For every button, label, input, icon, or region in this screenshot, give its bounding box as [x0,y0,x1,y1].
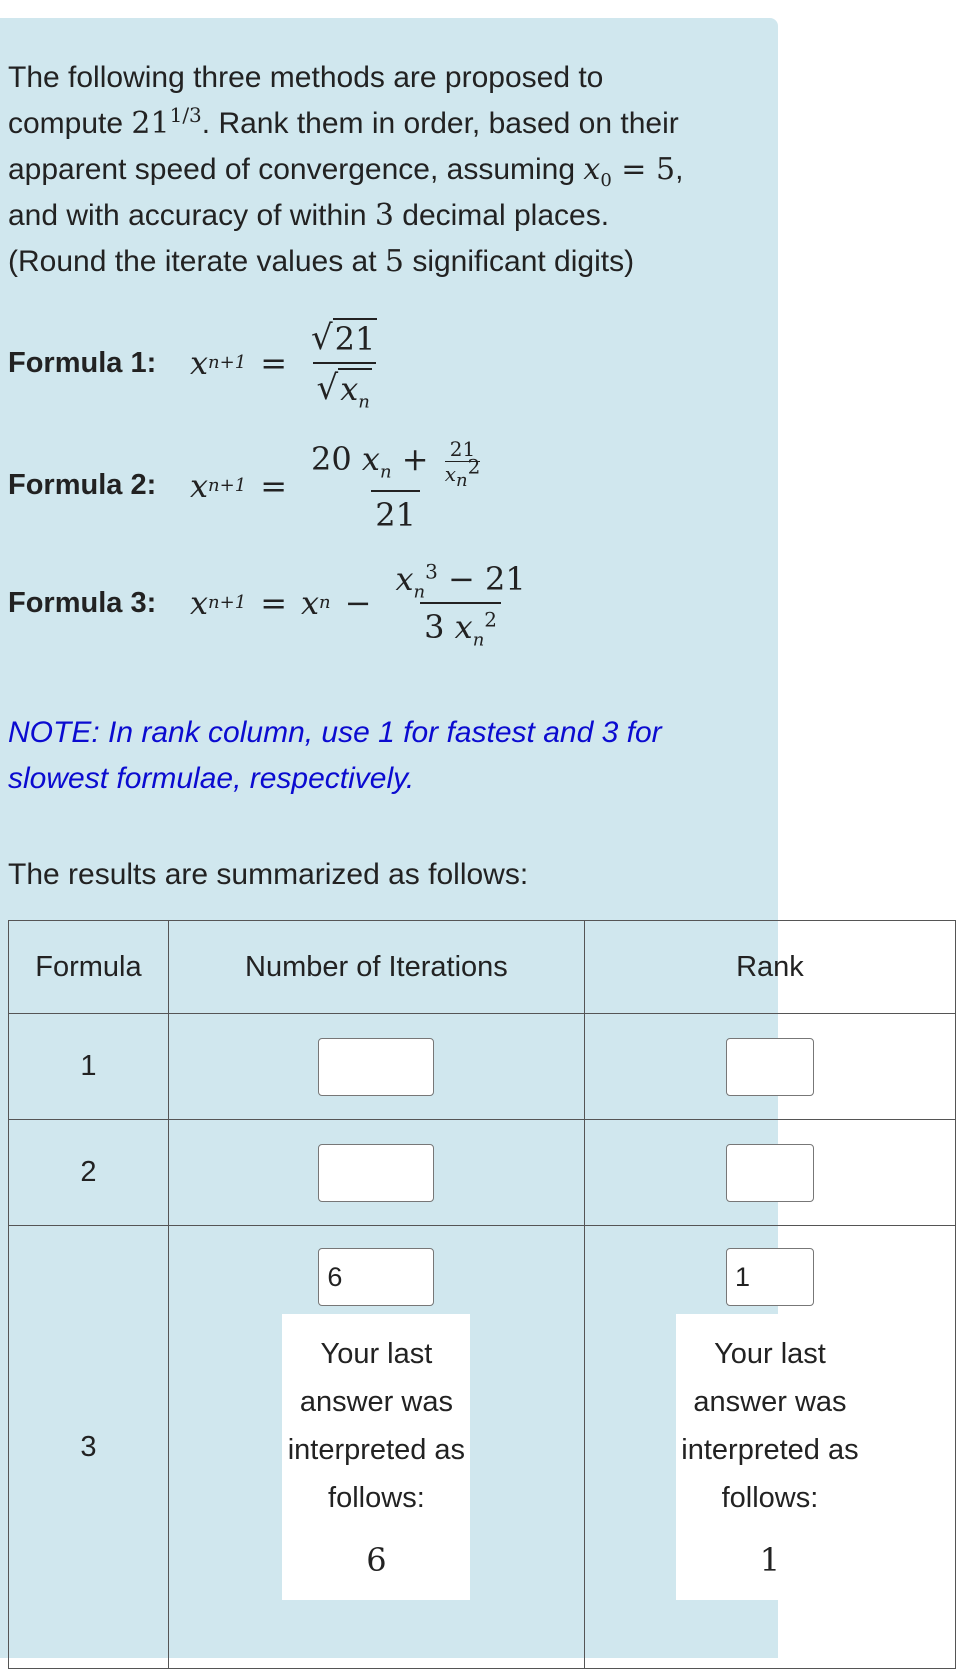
row-1-rank-cell [584,1014,955,1120]
header-formula: Formula [9,921,169,1014]
row-3-formula: 3 [9,1226,169,1669]
formula-3-label: Formula 3: [8,586,157,619]
rank-note: NOTE: In rank column, use 1 for fastest and 3 for slowest formulae, respectively. [8,716,662,795]
question-line-5: (Round the iterate values at 5 significant digits) [8,244,635,279]
table-header-row [9,921,956,1014]
formula-1 [8,318,387,413]
interpreted-rank-value: 1 [759,1541,781,1579]
rank-interpretation [676,1314,864,1600]
formula-3-expression: x n+1 = x n − $\frac{x_n^3 - 21}{3 x_n^2}$ [190,559,526,651]
row-3-rank-input[interactable]: 1 [726,1248,814,1306]
formula-2-label: Formula 2: [8,469,157,501]
formula-3 [8,559,536,651]
interpreted-iterations-value: 6 [366,1541,387,1579]
question-line-4: and with accuracy of within 3 decimal places. [8,198,610,233]
row-1-iterations-cell [168,1014,584,1120]
row-1-formula: 1 [9,1014,169,1120]
row-3-iterations-cell [168,1226,584,1669]
row-2-formula: 2 [9,1120,169,1226]
row-2-iterations-input[interactable] [318,1144,434,1202]
row-1-iterations-input[interactable] [318,1038,434,1096]
row-3-rank-cell [584,1226,955,1669]
interpretation-text: Your last answer was interpreted as follows: [681,1338,859,1514]
formula-1-label: Formula 1: [8,346,157,379]
question-text [8,55,948,285]
formula-1-expression: x n+1 = √ 21 √ $x_n$ [190,318,376,413]
table-row [9,1014,956,1120]
question-line-1: The following three methods are proposed to [8,61,604,94]
header-rank: Rank [584,921,955,1014]
question-line-3: apparent speed of convergence, assuming $x_0 = 5$, [8,152,684,191]
summary-text: The results are summarized as follows: [8,858,529,891]
row-2-rank-cell [584,1120,955,1226]
table-row [9,1226,956,1669]
row-2-rank-input[interactable] [726,1144,814,1202]
row-1-rank-input[interactable] [726,1038,814,1096]
formula-2 [8,437,490,534]
row-3-iterations-input[interactable]: 6 [318,1248,434,1306]
formula-2-expression: x n+1 = 20 $x_n$ + $\frac{21}{x_n^2}$ 21 [190,437,481,534]
table-row [9,1120,956,1226]
iterations-interpretation [282,1314,470,1600]
interpretation-text: Your last answer was interpreted as follows: [287,1338,466,1514]
question-line-2: compute $21^{1/3}$. Rank them in order, based on their [8,103,679,141]
header-iterations: Number of Iterations [168,921,584,1014]
results-table [8,920,956,1669]
row-2-iterations-cell [168,1120,584,1226]
